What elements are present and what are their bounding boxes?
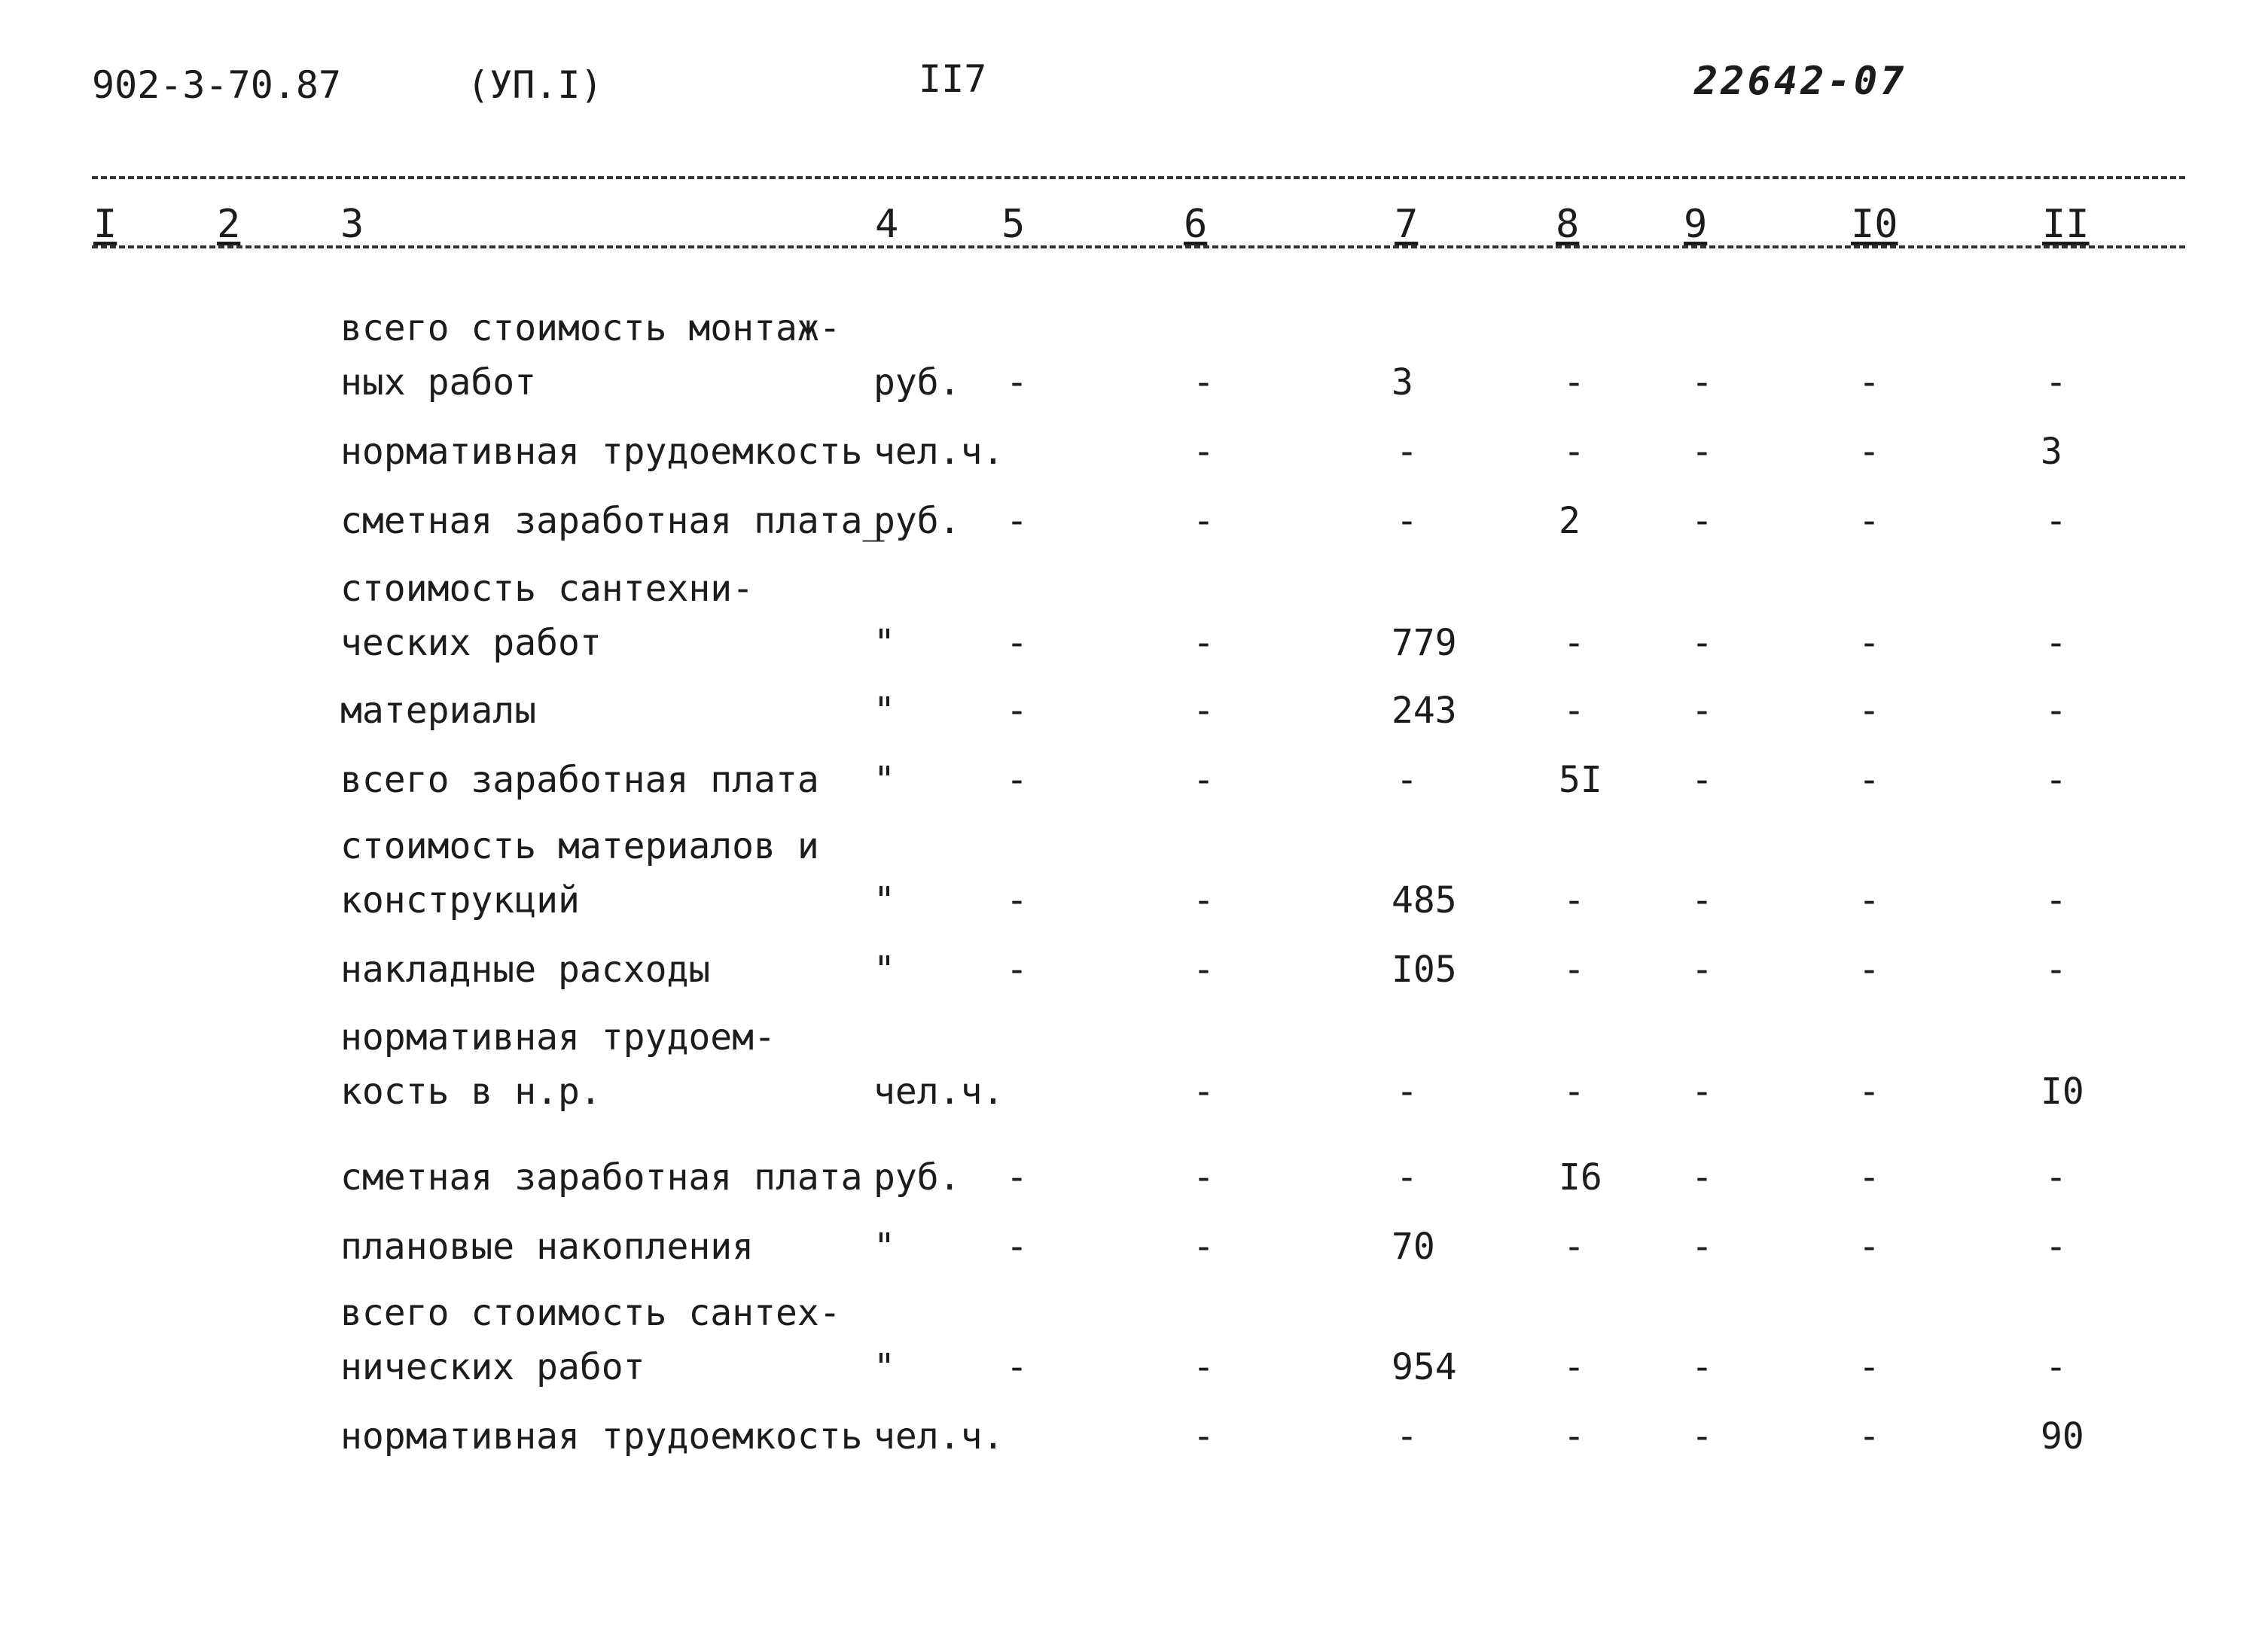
row-value-10: -: [1858, 622, 1880, 664]
row-value-5: -: [1006, 622, 1028, 664]
row-unit: ": [873, 690, 895, 732]
row-value-11: -: [2045, 690, 2067, 732]
row-value-9: -: [1691, 1226, 1713, 1268]
row-value-9: -: [1691, 500, 1713, 542]
row-value-11: -: [2045, 361, 2067, 404]
row-value-8: I6: [1559, 1156, 1602, 1199]
row-label-line: сметная заработная плата_: [340, 500, 885, 542]
project-code: 902-3-70.87: [92, 63, 342, 107]
column-number-9: 9: [1684, 202, 1708, 247]
row-value-10: -: [1858, 1156, 1880, 1199]
column-number-11: II: [2042, 202, 2090, 247]
row-value-7: -: [1396, 500, 1418, 542]
row-value-9: -: [1691, 361, 1713, 404]
row-label-line: накладные расходы: [340, 949, 711, 991]
row-value-7: 3: [1392, 361, 1413, 404]
column-number-6: 6: [1184, 202, 1208, 247]
row-value-7: -: [1396, 759, 1418, 801]
row-value-10: -: [1858, 690, 1880, 732]
row-label-line: ческих работ: [340, 622, 602, 664]
row-unit: чел.ч.: [873, 1415, 1004, 1458]
row-unit: ": [873, 1226, 895, 1268]
row-label-line: плановые накопления: [340, 1226, 754, 1268]
row-value-5: -: [1006, 949, 1028, 991]
row-value-8: 2: [1559, 500, 1581, 542]
row-value-10: -: [1858, 1071, 1880, 1113]
row-value-9: -: [1691, 949, 1713, 991]
row-value-11: 3: [2041, 431, 2062, 473]
row-value-7: 485: [1392, 879, 1457, 922]
column-number-4: 4: [875, 202, 899, 247]
row-value-11: -: [2045, 879, 2067, 922]
row-value-6: -: [1193, 500, 1215, 542]
row-value-11: -: [2045, 1226, 2067, 1268]
column-number-2: 2: [217, 202, 241, 247]
row-value-6: -: [1193, 1346, 1215, 1388]
row-label-line: кость в н.р.: [340, 1071, 602, 1113]
row-value-5: -: [1006, 361, 1028, 404]
row-label-line: стоимость сантехни-: [340, 568, 754, 610]
row-value-5: -: [1006, 690, 1028, 732]
row-value-9: -: [1691, 879, 1713, 922]
row-value-7: -: [1396, 1156, 1418, 1199]
volume-label: (УП.I): [467, 63, 603, 107]
row-value-8: -: [1563, 431, 1585, 473]
row-label-line: сметная заработная плата: [340, 1156, 863, 1199]
header-dashed-rule-top: [92, 176, 2185, 179]
row-unit: ": [873, 879, 895, 922]
column-number-3: 3: [340, 202, 364, 247]
row-unit: ": [873, 622, 895, 664]
row-value-10: -: [1858, 879, 1880, 922]
row-value-11: I0: [2041, 1071, 2084, 1113]
row-unit: ": [873, 1346, 895, 1388]
row-unit: руб.: [873, 361, 961, 404]
row-value-8: -: [1563, 879, 1585, 922]
row-value-9: -: [1691, 1156, 1713, 1199]
row-value-7: -: [1396, 431, 1418, 473]
row-value-6: -: [1193, 759, 1215, 801]
row-value-11: -: [2045, 500, 2067, 542]
column-number-8: 8: [1556, 202, 1580, 247]
row-value-6: -: [1193, 879, 1215, 922]
row-value-7: 243: [1392, 690, 1457, 732]
row-value-10: -: [1858, 1226, 1880, 1268]
row-value-10: -: [1858, 431, 1880, 473]
row-label-line: стоимость материалов и: [340, 825, 819, 867]
row-label-line: всего заработная плата: [340, 759, 819, 801]
row-value-9: -: [1691, 1071, 1713, 1113]
row-value-11: -: [2045, 1156, 2067, 1199]
row-unit: ": [873, 949, 895, 991]
row-value-5: -: [1006, 500, 1028, 542]
row-value-10: -: [1858, 949, 1880, 991]
column-number-1: I: [93, 202, 117, 247]
row-label-line: нормативная трудоемкость: [340, 1415, 863, 1458]
row-label-line: нормативная трудоем-: [340, 1016, 776, 1059]
row-value-9: -: [1691, 1346, 1713, 1388]
row-value-5: -: [1006, 759, 1028, 801]
row-label-line: всего стоимость сантех-: [340, 1292, 841, 1334]
row-value-7: 70: [1392, 1226, 1435, 1268]
row-value-6: -: [1193, 949, 1215, 991]
row-value-6: -: [1193, 1226, 1215, 1268]
row-value-6: -: [1193, 622, 1215, 664]
page-number: II7: [919, 57, 987, 101]
row-value-8: 5I: [1559, 759, 1602, 801]
column-number-10: I0: [1851, 202, 1898, 247]
row-label-line: нормативная трудоемкость: [340, 431, 863, 473]
column-number-5: 5: [1001, 202, 1026, 247]
row-value-8: -: [1563, 1226, 1585, 1268]
row-label-line: всего стоимость монтаж-: [340, 307, 841, 349]
row-value-11: -: [2045, 759, 2067, 801]
row-value-5: -: [1006, 1346, 1028, 1388]
row-unit: ": [873, 759, 895, 801]
column-number-7: 7: [1395, 202, 1419, 247]
row-value-5: -: [1006, 1226, 1028, 1268]
row-value-11: -: [2045, 1346, 2067, 1388]
row-value-5: -: [1006, 879, 1028, 922]
row-value-11: 90: [2041, 1415, 2084, 1458]
row-unit: чел.ч.: [873, 431, 1004, 473]
row-value-10: -: [1858, 361, 1880, 404]
row-value-6: -: [1193, 431, 1215, 473]
row-value-7: -: [1396, 1415, 1418, 1458]
row-value-10: -: [1858, 1415, 1880, 1458]
row-value-10: -: [1858, 1346, 1880, 1388]
row-value-6: -: [1193, 1156, 1215, 1199]
row-value-9: -: [1691, 1415, 1713, 1458]
row-value-6: -: [1193, 361, 1215, 404]
row-value-6: -: [1193, 1071, 1215, 1113]
row-value-9: -: [1691, 690, 1713, 732]
row-value-8: -: [1563, 361, 1585, 404]
row-value-7: I05: [1392, 949, 1457, 991]
row-label-line: ных работ: [340, 361, 537, 404]
row-label-line: конструкций: [340, 879, 580, 922]
row-unit: руб.: [873, 500, 961, 542]
row-value-10: -: [1858, 759, 1880, 801]
row-label-line: материалы: [340, 690, 537, 732]
row-value-8: -: [1563, 1071, 1585, 1113]
row-value-9: -: [1691, 759, 1713, 801]
row-value-6: -: [1193, 1415, 1215, 1458]
row-value-8: -: [1563, 622, 1585, 664]
row-value-9: -: [1691, 622, 1713, 664]
row-value-8: -: [1563, 1346, 1585, 1388]
row-value-7: 954: [1392, 1346, 1457, 1388]
row-value-8: -: [1563, 949, 1585, 991]
row-value-9: -: [1691, 431, 1713, 473]
row-unit: руб.: [873, 1156, 961, 1199]
row-value-8: -: [1563, 690, 1585, 732]
row-value-7: -: [1396, 1071, 1418, 1113]
row-value-11: -: [2045, 949, 2067, 991]
row-unit: чел.ч.: [873, 1071, 1004, 1113]
row-label-line: нических работ: [340, 1346, 645, 1388]
row-value-8: -: [1563, 1415, 1585, 1458]
row-value-10: -: [1858, 500, 1880, 542]
row-value-7: 779: [1392, 622, 1457, 664]
row-value-5: -: [1006, 1156, 1028, 1199]
row-value-11: -: [2045, 622, 2067, 664]
handwritten-stamp-number: 22642-07: [1694, 59, 1907, 104]
row-value-6: -: [1193, 690, 1215, 732]
